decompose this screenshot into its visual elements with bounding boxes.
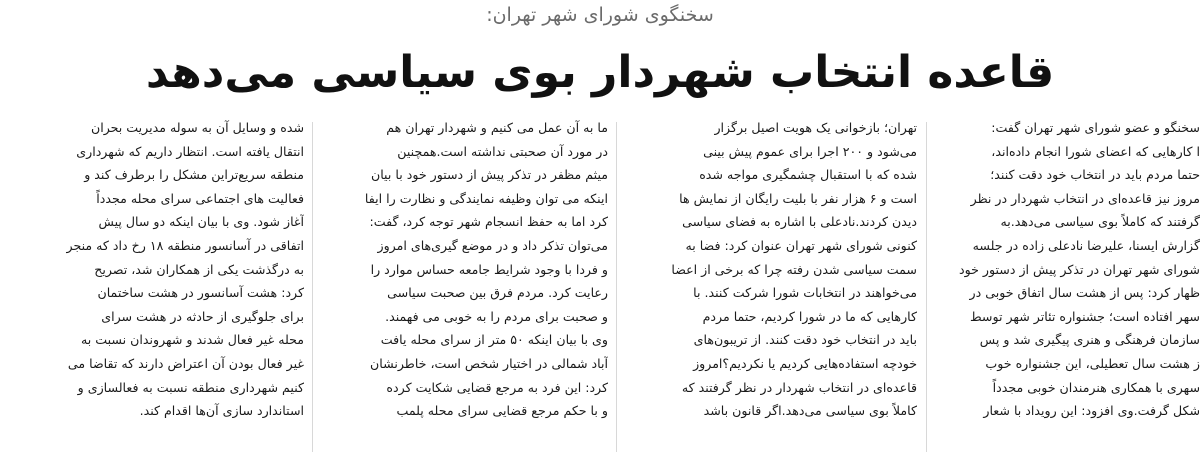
- article-line: سازمان فرهنگی و هنری پیگیری شد و پس: [979, 332, 1200, 348]
- article-line: ظهار کرد: پس از هشت سال اتفاق خوبی در: [969, 285, 1200, 301]
- kicker: سخنگوی شورای شهر تهران:: [486, 4, 714, 26]
- article-line: شورای شهر تهران در تذکر پیش از دستور خود: [959, 261, 1200, 277]
- article-line: شده که با استقبال چشمگیری مواجه شده: [699, 167, 917, 183]
- article-line: اتفاقی در آسانسور منطقه ۱۸ رخ داد که منجر: [66, 237, 304, 253]
- article-line: شکل گرفت.وی افزود: این رویداد با شعار: [983, 403, 1200, 419]
- article-line: غیر فعال بودن آن اعتراض دارند که تقاضا می: [67, 355, 304, 371]
- article-line: و صحبت برای مردم را به خوبی می فهمند.: [385, 308, 608, 324]
- article-line: و فردا با وجود شرایط جامعه حساس موارد را: [370, 261, 608, 277]
- article-line: استاندارد سازی آن‌ها اقدام کند.: [139, 403, 304, 419]
- article-line: می‌شود و ۲۰۰ اجرا برای عموم پیش بینی: [703, 143, 917, 159]
- article-line: وی با بیان اینکه ۵۰ متر از سرای محله یافت: [380, 332, 608, 348]
- article-line: کرد: هشت آسانسور در هشت ساختمان: [97, 285, 304, 301]
- article-line: ز هشت سال تعطیلی، این جشنواره خوب: [985, 355, 1200, 371]
- article-line: باید در انتخاب خود دقت کنند. از تریبون‌های: [693, 332, 917, 348]
- article-line: خودچه استفاده‌هایی کردیم یا نکردیم؟امروز: [693, 355, 917, 371]
- article-line: کرد: این فرد به مرجع قضایی شکایت کرده: [386, 379, 608, 395]
- column-divider: [616, 122, 617, 452]
- headline: قاعده انتخاب شهردار بوی سیاسی می‌دهد: [145, 47, 1055, 98]
- article-line: کنونی شورای شهر تهران عنوان کرد: فضا به: [685, 237, 917, 253]
- article-line: دیدن کردند.نادعلی با اشاره به فضای سیاسی: [682, 214, 917, 230]
- article-line: ما به آن عمل می کنیم و شهردار تهران هم: [386, 120, 608, 135]
- column-divider: [926, 122, 927, 452]
- article-column-4: [8, 116, 304, 461]
- article-line: شده و وسایل آن به سوله مدیریت بحران: [90, 120, 304, 135]
- article-line: ا کارهایی که اعضای شورا انجام داده‌اند،: [991, 143, 1200, 159]
- article-line: کارهایی که ما در شورا کردیم، حتما مردم: [702, 308, 917, 324]
- article-line: کرد اما به حفظ انسجام شهر توجه کرد، گفت:: [369, 214, 608, 230]
- article-line: می‌خواهند در انتخابات شورا شرکت کنند. با: [693, 285, 917, 301]
- article-line: کنیم شهرداری منطقه نسبت به فعالسازی و: [77, 379, 304, 395]
- article-line: و با حکم مرجع قضایی سرای محله پلمب: [396, 403, 608, 419]
- article-line: آباد شمالی در اختیار شخص است، خاطرنشان: [370, 355, 608, 371]
- article-line: است و ۶ هزار نفر با بلیت رایگان از نمایش ها: [679, 190, 917, 206]
- article-line: می‌توان تذکر داد و در موضع گیری‌های امروز: [377, 237, 608, 253]
- article-line: قاعده‌ای در انتخاب شهردار در نظر گرفتند که: [681, 379, 917, 395]
- article-line: محله غیر فعال شدند و شهروندان نسبت به: [80, 332, 304, 348]
- article-line: میثم مظفر در تذکر پیش از دستور خود با بیان: [370, 167, 608, 183]
- article-line: اینکه می توان وظیفه نمایندگی و نظارت را ایفا: [364, 190, 608, 206]
- article-line: سهری با همکاری هنرمندان خوبی مجدداً: [992, 379, 1200, 395]
- column-divider: [312, 122, 313, 452]
- article-line: در مورد آن صحبتی نداشته است.همچنین: [397, 143, 608, 159]
- article-column-3: [320, 116, 608, 461]
- article-body: [0, 116, 1200, 461]
- article-line: مروز نیز قاعده‌ای در انتخاب شهردار در نظر: [970, 190, 1200, 206]
- article-line: گرفتند که کاملاً بوی سیاسی می‌دهد.به: [1000, 214, 1200, 230]
- article-line: سمت سیاسی شدن رفته چرا که برخی از اعضا: [671, 261, 917, 277]
- article-line: برای جلوگیری از حادثه در هشت سرای: [101, 308, 304, 324]
- article-line: حتما مردم باید در انتخاب خود دقت کنند؛: [990, 167, 1200, 183]
- article-line: به درگذشت یکی از همکاران شد، تصریح: [94, 261, 304, 277]
- article-line: فعالیت های اجتماعی سرای محله مجدداً: [96, 190, 304, 206]
- article-line: تهران؛ بازخوانی یک هویت اصیل برگزار: [714, 120, 917, 135]
- article-line: منطقه سریع‌تراین مشکل را برطرف کند و: [84, 167, 304, 183]
- article-line: انتقال یافته است. انتظار داریم که شهرداری: [76, 143, 304, 159]
- article-line: کاملاً بوی سیاسی می‌دهد.اگر قانون باشد: [703, 403, 917, 419]
- article-line: سخنگو و عضو شورای شهر تهران گفت:: [991, 120, 1200, 135]
- article-line: آغاز شود. وی با بیان اینکه دو سال پیش: [98, 214, 304, 230]
- article-line: سهر افتاده است؛ جشنواره تئاتر شهر توسط: [969, 308, 1200, 324]
- article-line: گزارش ایسنا، علیرضا نادعلی زاده در جلسه: [972, 237, 1200, 253]
- article-column-2: [625, 116, 917, 461]
- article-column-1: [938, 116, 1200, 461]
- article-line: رعایت کرد. مردم فرق بین صحبت سیاسی: [387, 285, 608, 301]
